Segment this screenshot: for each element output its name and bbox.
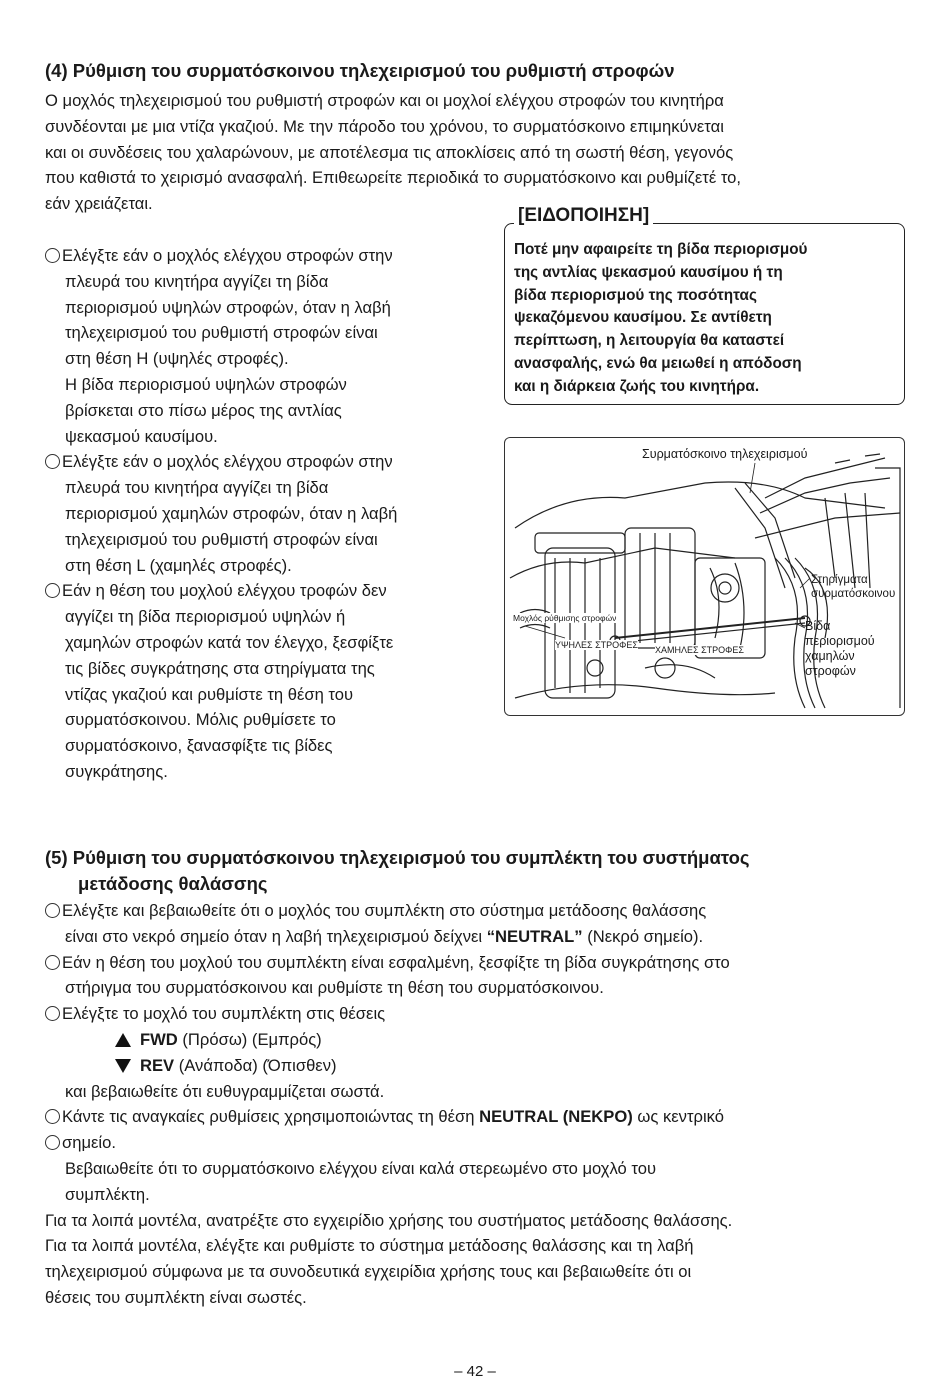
check-item-adjust xyxy=(45,578,495,784)
rev-keyword: REV xyxy=(140,1055,175,1075)
neutral-keyword: “NEUTRAL” xyxy=(486,926,583,946)
brackets-label xyxy=(811,573,895,601)
rev-text: (Ανάποδα) (Όπισθεν) xyxy=(174,1055,337,1075)
section-5-body xyxy=(45,898,925,1311)
check-line: βρίσκεται στο πίσω μέρος της αντλίας xyxy=(65,400,342,420)
low-screw-label-line: Βίδα xyxy=(805,619,831,633)
check-circle-icon xyxy=(45,955,60,970)
tail-line: Για τα λοιπά μοντέλα, ανατρέξτε στο εγχειρίδιο χρήσης του συστήματος μετάδοσης θαλάσσης. xyxy=(45,1210,733,1230)
rev-row xyxy=(45,1053,925,1079)
check-line: Η βίδα περιορισμού υψηλών στροφών xyxy=(65,374,347,394)
check-line: Ελέγξτε και βεβαιωθείτε ότι ο μοχλός του συμπλέκτη στο σύστημα μετάδοσης θαλάσσης xyxy=(62,901,707,920)
warning-line: ψεκαζόμενου καυσίμου. Σε αντίθετη xyxy=(514,309,772,327)
check-line: Εάν η θέση του μοχλού του συμπλέκτη είναι εσφαλμένη, ξεσφίξτε τη βίδα συγκράτησης στο xyxy=(62,952,730,972)
lever-label: Μοχλός ρύθμισης στροφών xyxy=(513,613,617,623)
check-circle-icon xyxy=(45,454,60,469)
low-screw-label-line: στροφών xyxy=(805,664,856,678)
fwd-row xyxy=(45,1027,925,1053)
warning-line: και η διάρκεια ζωής του κινητήρα. xyxy=(514,377,760,395)
check-item-low xyxy=(45,449,495,578)
check-circle-icon xyxy=(45,1006,60,1021)
warning-title: [ΕΙΔΟΠΟΙΗΣΗ] xyxy=(514,203,653,229)
intro-line: συνδέονται με μια ντίζα γκαζιού. Με την πάροδο του χρόνου, το συρματόσκοινο επιμηκύνεται xyxy=(45,116,724,136)
check-line: περιορισμού υψηλών στροφών, όταν η λαβή xyxy=(65,297,391,317)
check-line: ως κεντρικό xyxy=(632,1107,724,1127)
warning-line: βίδα περιορισμού της ποσότητας xyxy=(514,286,757,304)
section-5-title xyxy=(45,845,750,897)
triangle-down-icon xyxy=(115,1059,131,1073)
check-item-high xyxy=(45,243,495,449)
low-speed-label: ΧΑΜΗΛΕΣ ΣΤΡΟΦΕΣ xyxy=(655,645,744,655)
check-line: τις βίδες συγκράτησης στα στηρίγματα της xyxy=(65,658,375,678)
low-screw-label xyxy=(805,619,875,679)
check-circle-icon xyxy=(45,248,60,263)
warning-text xyxy=(514,239,899,399)
low-screw-label-line: περιορισμού xyxy=(805,634,875,648)
triangle-up-icon xyxy=(115,1033,131,1047)
check-line: στη θέση L (χαμηλές στροφές). xyxy=(65,555,292,575)
check-line: ντίζας γκαζιού και ρυθμίστε τη θέση του xyxy=(65,684,354,704)
check-line: συγκράτησης. xyxy=(65,761,168,781)
check-circle-icon xyxy=(45,1135,60,1150)
section-5-title-line: μετάδοσης θαλάσσης xyxy=(78,873,268,894)
tail-line: Για τα λοιπά μοντέλα, ελέγξτε και ρυθμίστε το σύστημα μετάδοσης θαλάσσης και τη λαβή xyxy=(45,1236,694,1256)
intro-line: Ο μοχλός τηλεχειρισμού του ρυθμιστή στροφών και οι μοχλοί ελέγχου στροφών του κινητήρα xyxy=(45,91,724,110)
brackets-label-line: Στηρίγματα xyxy=(811,574,868,586)
check-line: συρματόσκοινο, ξανασφίξτε τις βίδες xyxy=(65,736,333,756)
low-screw-label-line: χαμηλών xyxy=(805,649,855,663)
check-line: συρματόσκοινου. Μόλις ρυθμίσετε το xyxy=(65,710,336,730)
check-line: χαμηλών στροφών κατά τον έλεγχο, ξεσφίξτε xyxy=(65,632,394,652)
check-line: Ελέγξτε το μοχλό του συμπλέκτη στις θέσεις xyxy=(62,1004,386,1024)
check-line: στήριγμα του συρματόσκοινου και ρυθμίστε τη θέση του συρματόσκοινου. xyxy=(65,978,604,998)
check-line: Ελέγξτε εάν ο μοχλός ελέγχου στροφών στην xyxy=(62,246,393,265)
check-circle-icon xyxy=(45,583,60,598)
check-line: Εάν η θέση του μοχλού ελέγχου τροφών δεν xyxy=(62,581,387,601)
tail-line: θέσεις του συμπλέκτη είναι σωστές. xyxy=(45,1287,307,1307)
section-4-intro xyxy=(45,88,925,217)
check-line: είναι στο νεκρό σημείο όταν η λαβή τηλεχειρισμού δείχνει xyxy=(65,926,487,946)
warning-line: της αντλίας ψεκασμού καυσίμου ή τη xyxy=(514,263,783,281)
intro-line: εάν χρειάζεται. xyxy=(45,194,153,214)
neutral-keyword: NEUTRAL (ΝΕΚΡΟ) xyxy=(479,1107,633,1127)
check-line: και βεβαιωθείτε ότι ευθυγραμμίζεται σωστά. xyxy=(65,1081,385,1101)
intro-line: και οι συνδέσεις του χαλαρώνουν, με αποτέλεσμα τις αποκλίσεις από τη σωστή θέση, γεγονός xyxy=(45,142,734,162)
fwd-keyword: FWD xyxy=(140,1029,178,1049)
check-line: τηλεχειρισμού του ρυθμιστή στροφών είναι xyxy=(65,529,378,549)
engine-figure xyxy=(504,437,905,716)
check-line: στη θέση H (υψηλές στροφές). xyxy=(65,349,289,369)
check-line: τηλεχειρισμού του ρυθμιστή στροφών είναι xyxy=(65,323,378,343)
check-line: σημείο. xyxy=(62,1133,116,1153)
cable-label: Συρματόσκοινο τηλεχειρισμού xyxy=(642,447,808,461)
check-line: (Νεκρό σημείο). xyxy=(582,926,704,946)
check-line: πλευρά του κινητήρα αγγίζει τη βίδα xyxy=(65,478,329,498)
check-line: περιορισμού χαμηλών στροφών, όταν η λαβή xyxy=(65,503,398,523)
high-speed-label: ΥΨΗΛΕΣ ΣΤΡΟΦΕΣ xyxy=(555,640,638,650)
check-line: Ελέγξτε εάν ο μοχλός ελέγχου στροφών στην xyxy=(62,452,393,472)
section-5-title-line: (5) Ρύθμιση του συρματόσκοινου τηλεχειρισμού του συμπλέκτη του συστήματος xyxy=(45,847,750,868)
check-line: αγγίζει τη βίδα περιορισμού υψηλών ή xyxy=(65,607,346,627)
page-number: – 42 – xyxy=(454,1363,496,1380)
check-circle-icon xyxy=(45,1109,60,1124)
section-4-checklist xyxy=(45,243,495,785)
check-line: πλευρά του κινητήρα αγγίζει τη βίδα xyxy=(65,271,329,291)
fwd-text: (Πρόσω) (Εμπρός) xyxy=(177,1029,322,1049)
intro-line: που καθιστά το χειρισμό ανασφαλή. Επιθεωρείτε περιοδικά το συρματόσκοινο και ρυθμίζετέ το, xyxy=(45,168,741,188)
brackets-label-line: συρματόσκοινου xyxy=(811,588,896,600)
check-circle-icon xyxy=(45,903,60,918)
warning-line: ανασφαλής, ενώ θα μειωθεί η απόδοση xyxy=(514,354,802,372)
warning-line: Ποτέ μην αφαιρείτε τη βίδα περιορισμού xyxy=(514,241,808,258)
warning-line: περίπτωση, η λειτουργία θα καταστεί xyxy=(514,332,785,350)
check-line: Κάντε τις αναγκαίες ρυθμίσεις χρησιμοποιώντας τη θέση xyxy=(62,1107,480,1127)
tail-line: τηλεχειρισμού σύμφωνα με τα συνοδευτικά εγχειρίδια χρήσης τους και βεβαιωθείτε ότι οι xyxy=(45,1262,692,1282)
check-line: ψεκασμού καυσίμου. xyxy=(65,426,218,446)
section-4-title: (4) Ρύθμιση του συρματόσκοινου τηλεχειρισμού του ρυθμιστή στροφών xyxy=(45,60,675,81)
check-line: συμπλέκτη. xyxy=(65,1184,150,1204)
check-line: Βεβαιωθείτε ότι το συρματόσκοινο ελέγχου είναι καλά στερεωμένο στο μοχλό του xyxy=(65,1158,657,1178)
